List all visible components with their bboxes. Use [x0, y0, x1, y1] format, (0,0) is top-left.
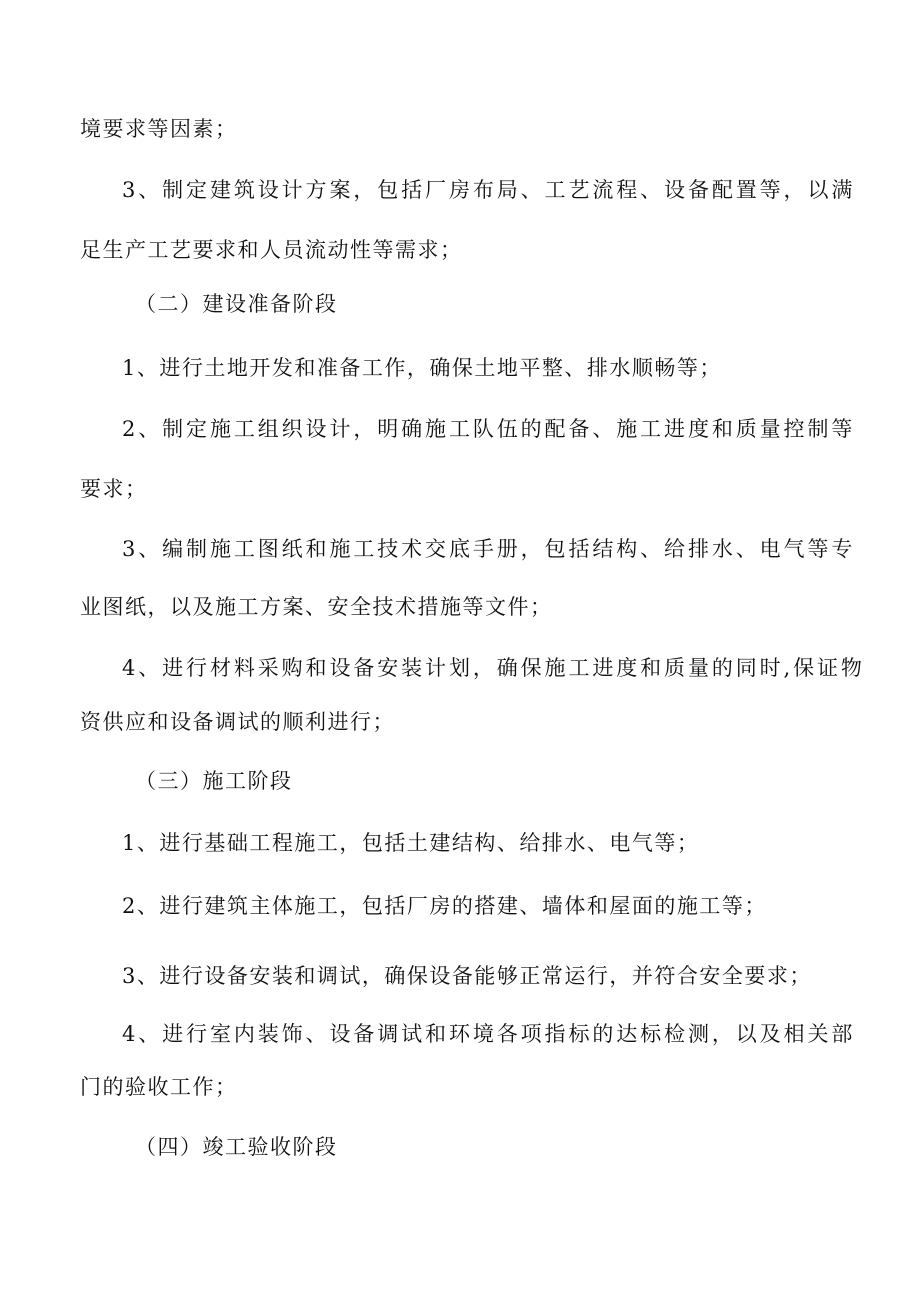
list-item-4-procurement-line-1: 4、进行材料采购和设备安装计划，确保施工进度和质量的同时,保证物 — [122, 656, 865, 680]
list-item-2-construction-org-line-1: 2、制定施工组织设计，明确施工队伍的配备、施工进度和质量控制等 — [122, 417, 856, 441]
text-line-continuation-1: 境要求等因素； — [80, 117, 238, 141]
list-item-2-construction-org-line-2: 要求； — [80, 477, 148, 501]
list-item-4-interior-line-2: 门的验收工作； — [80, 1075, 238, 1099]
list-item-3-drawings-line-2: 业图纸，以及施工方案、安全技术措施等文件； — [80, 595, 553, 619]
list-item-1-foundation: 1、进行基础工程施工，包括土建结构、给排水、电气等； — [122, 831, 700, 855]
section-heading-2: （二）建设准备阶段 — [135, 292, 338, 316]
section-heading-4: （四）竣工验收阶段 — [135, 1135, 338, 1159]
list-item-2-main-structure: 2、进行建筑主体施工，包括厂房的搭建、墙体和屋面的施工等； — [122, 894, 767, 918]
list-item-4-procurement-line-2: 资供应和设备调试的顺利进行； — [80, 710, 395, 734]
list-item-1-land-prep: 1、进行土地开发和准备工作，确保土地平整、排水顺畅等； — [122, 356, 722, 380]
list-item-3-drawings-line-1: 3、编制施工图纸和施工技术交底手册，包括结构、给排水、电气等专 — [122, 537, 856, 561]
list-item-3-design-line-1: 3、制定建筑设计方案，包括厂房布局、工艺流程、设备配置等，以满 — [122, 178, 856, 202]
list-item-4-interior-line-1: 4、进行室内装饰、设备调试和环境各项指标的达标检测，以及相关部 — [122, 1022, 856, 1046]
section-heading-3: （三）施工阶段 — [135, 769, 293, 793]
list-item-3-equipment-install: 3、进行设备安装和调试，确保设备能够正常运行，并符合安全要求； — [122, 964, 812, 988]
list-item-3-design-line-2: 足生产工艺要求和人员流动性等需求； — [80, 238, 463, 262]
